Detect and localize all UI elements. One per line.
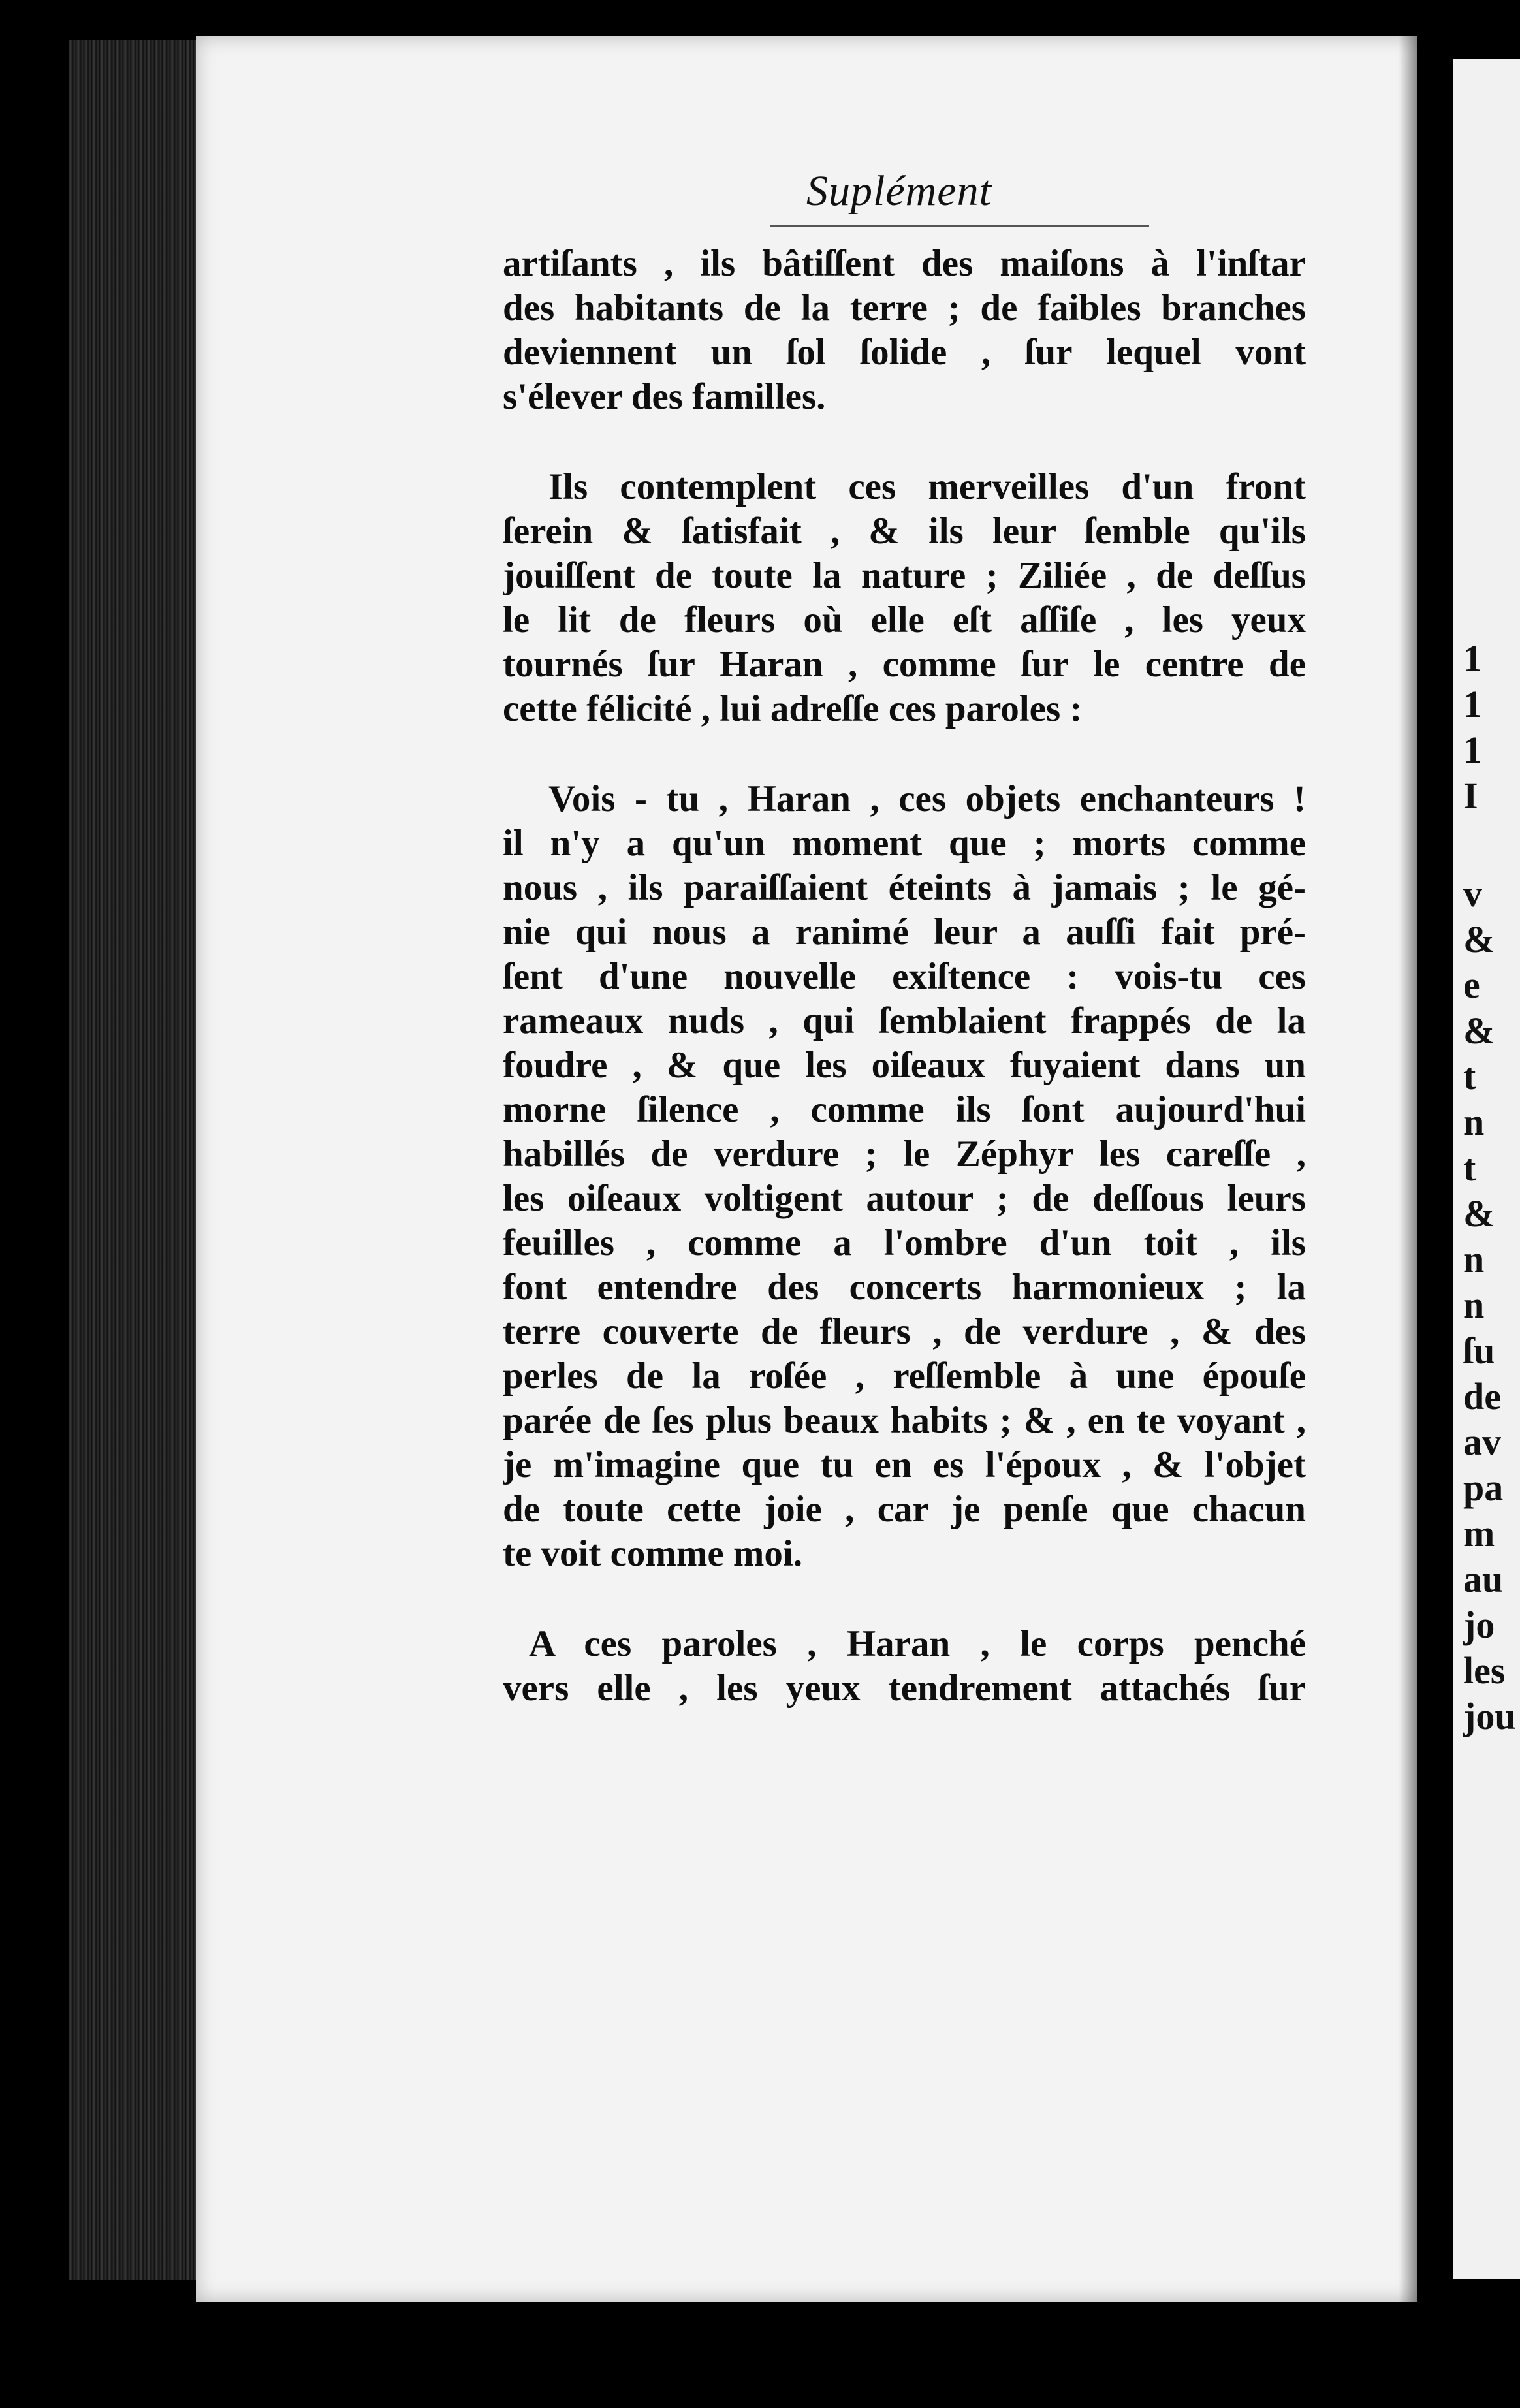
page-body-text bbox=[503, 242, 1306, 1756]
text-line: ſerein & ſatisfait , & ils leur ſemble qu'ils bbox=[503, 511, 1306, 552]
facing-page-fragment: e bbox=[1463, 964, 1480, 1006]
text-line: terre couverte de fleurs , de verdure , & des bbox=[503, 1311, 1306, 1352]
text-line: des habitants de la terre ; de faibles branches bbox=[503, 287, 1306, 328]
text-line: rameaux nuds , qui ſemblaient frappés de la bbox=[503, 1000, 1306, 1041]
facing-page-fragment: 1 bbox=[1463, 637, 1482, 680]
text-line: deviennent un ſol ſolide , ſur lequel vont bbox=[503, 332, 1306, 373]
text-line: habillés de verdure ; le Zéphyr les careſſe , bbox=[503, 1133, 1306, 1175]
paragraph-3 bbox=[503, 777, 1306, 1576]
facing-page-fragment: t bbox=[1463, 1147, 1476, 1189]
text-line: de toute cette joie , car je penſe que chacun bbox=[503, 1489, 1306, 1530]
text-line: les oiſeaux voltigent autour ; de deſſous leurs bbox=[503, 1178, 1306, 1219]
text-line: parée de ſes plus beaux habits ; & , en te voyant , bbox=[503, 1400, 1306, 1441]
facing-page-fragment: & bbox=[1463, 1009, 1495, 1052]
paragraph-4 bbox=[503, 1622, 1306, 1711]
facing-page-fragment: & bbox=[1463, 918, 1495, 960]
text-line: foudre , & que les oiſeaux fuyaient dans un bbox=[503, 1045, 1306, 1086]
facing-page-fragment: ſu bbox=[1463, 1329, 1495, 1372]
running-head-rule bbox=[770, 225, 1149, 227]
text-line: artiſants , ils bâtiſſent des maiſons à l'inſtar bbox=[503, 243, 1306, 284]
text-line: Ils contemplent ces merveilles d'un front bbox=[548, 466, 1306, 507]
text-line: il n'y a qu'un moment que ; morts comme bbox=[503, 823, 1306, 864]
text-line: te voit comme moi. bbox=[503, 1533, 802, 1574]
text-line: font entendre des concerts harmonieux ; la bbox=[503, 1267, 1306, 1308]
facing-page-fragment: av bbox=[1463, 1421, 1501, 1463]
facing-page-fragment: de bbox=[1463, 1375, 1501, 1418]
paragraph-1 bbox=[503, 242, 1306, 419]
text-line: jouiſſent de toute la nature ; Ziliée , de deſſus bbox=[503, 555, 1306, 596]
facing-page-fragment: t bbox=[1463, 1055, 1476, 1098]
facing-page-fragment: n bbox=[1463, 1101, 1485, 1143]
facing-page-fragment: 1 bbox=[1463, 729, 1482, 771]
facing-page-fragment: jo bbox=[1463, 1604, 1495, 1646]
text-line: le lit de fleurs où elle eſt aſſiſe , les yeux bbox=[503, 599, 1306, 641]
text-line: s'élever des familles. bbox=[503, 376, 826, 417]
text-line: nie qui nous a ranimé leur a auſſi fait pré- bbox=[503, 911, 1306, 953]
text-line: A ces paroles , Haran , le corps penché bbox=[529, 1623, 1306, 1664]
facing-page-fragment: au bbox=[1463, 1558, 1504, 1600]
book-page-edges bbox=[69, 40, 202, 2280]
text-line: je m'imagine que tu en es l'époux , & l'objet bbox=[503, 1444, 1306, 1485]
text-line: perles de la roſée , reſſemble à une épouſe bbox=[503, 1355, 1306, 1397]
text-line: nous , ils paraiſſaient éteints à jamais ; le gé- bbox=[503, 867, 1306, 908]
facing-page-fragment: n bbox=[1463, 1238, 1485, 1280]
book-gutter bbox=[1417, 26, 1453, 2311]
facing-page-fragment: v bbox=[1463, 872, 1482, 915]
facing-page-fragment: n bbox=[1463, 1284, 1485, 1326]
text-line: tournés ſur Haran , comme ſur le centre de bbox=[503, 644, 1306, 685]
text-line: ſent d'une nouvelle exiſtence : vois-tu ces bbox=[503, 956, 1306, 997]
facing-page-fragment: m bbox=[1463, 1512, 1495, 1555]
paragraph-2 bbox=[503, 465, 1306, 731]
facing-page-fragment: I bbox=[1463, 774, 1478, 817]
facing-page-fragment: les bbox=[1463, 1649, 1506, 1692]
facing-page-fragment: pa bbox=[1463, 1466, 1504, 1509]
text-line: morne ſilence , comme ils ſont aujourd'hui bbox=[503, 1089, 1306, 1130]
facing-page bbox=[1453, 59, 1520, 2279]
text-line: vers elle , les yeux tendrement attachés ſur bbox=[503, 1668, 1306, 1709]
running-head: Suplément bbox=[806, 167, 992, 215]
text-line: cette félicité , lui adreſſe ces paroles : bbox=[503, 688, 1083, 729]
facing-page-fragment: jou bbox=[1463, 1695, 1516, 1737]
text-line: feuilles , comme a l'ombre d'un toit , ils bbox=[503, 1222, 1306, 1263]
facing-page-fragment: 1 bbox=[1463, 683, 1482, 725]
text-line: Vois - tu , Haran , ces objets enchanteurs ! bbox=[548, 778, 1306, 819]
facing-page-fragment: & bbox=[1463, 1192, 1495, 1235]
